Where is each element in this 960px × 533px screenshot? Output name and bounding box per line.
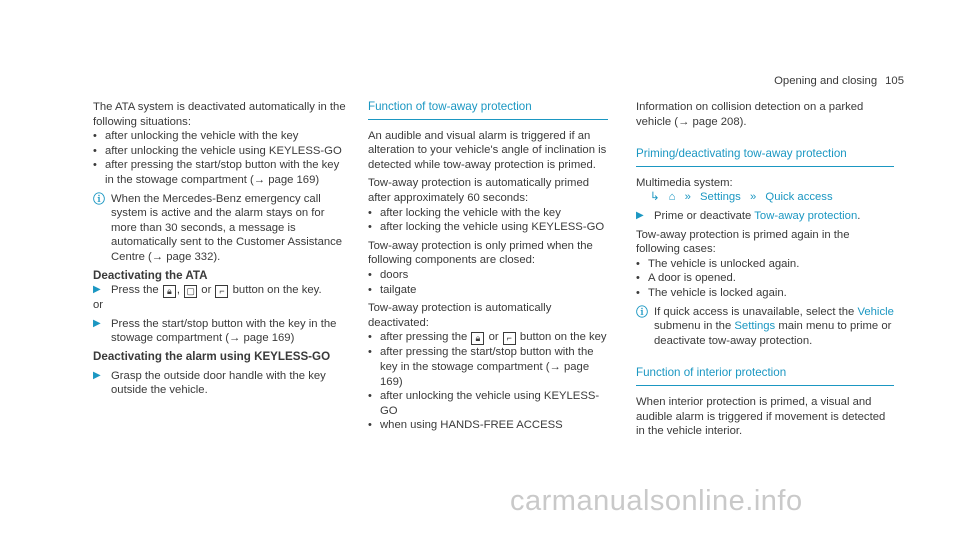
list-item: • after locking the vehicle with the key <box>368 206 608 221</box>
list-text: after pressing the <box>380 331 468 344</box>
deactivated-list <box>368 330 608 433</box>
column-3 <box>636 100 894 439</box>
path-settings: Settings <box>700 191 741 204</box>
step-arrow-icon: ▶ <box>93 284 101 296</box>
step-grasp-handle <box>93 369 349 398</box>
paragraph: Tow-away protection is only primed when the following components are closed: <box>368 239 593 267</box>
column-2 <box>368 100 608 433</box>
heading-deactivating-ata: Deactivating the ATA <box>93 268 208 282</box>
step-text: , <box>176 284 181 297</box>
step-prime-deactivate <box>636 209 894 224</box>
heading-priming-tow-away: Priming/deactivating tow-away protection <box>636 147 894 167</box>
watermark: carmanualsonline.info <box>510 485 803 517</box>
list-item <box>368 330 608 345</box>
step-text: button on the key. <box>232 284 322 297</box>
list-text: or <box>488 331 499 344</box>
unlock-key-icon: ▢ <box>184 285 197 298</box>
lock-key-icon: 🔒︎ <box>163 285 176 298</box>
note-text: submenu in the <box>654 320 732 333</box>
or-text: or <box>93 299 104 312</box>
note-text: main menu to prime or deactivate tow-away protection. <box>654 320 892 347</box>
list-item: • after pressing the start/stop button with the key in the stowage compartment (→ page 169) <box>368 345 608 389</box>
chevron-icon: » <box>684 191 691 204</box>
tailgate-key-icon: ⌐ <box>215 285 228 298</box>
multimedia-label: Multimedia system: <box>636 176 733 189</box>
section-title: Opening and closing <box>774 75 878 87</box>
paragraph: When interior protection is primed, a visual and audible alarm is triggered if movement is detected in the vehicle interior. <box>636 395 886 438</box>
heading-keyless-go: Deactivating the alarm using KEYLESS-GO <box>93 349 331 363</box>
list-item: • The vehicle is locked again. <box>636 286 894 301</box>
paragraph: Tow-away protection is automatically deactivated: <box>368 302 552 329</box>
emergency-call-note <box>93 192 349 265</box>
step-text: Press the start/stop button with the key in the stowage compartment (→ page 169) <box>111 317 337 345</box>
step-press-key-button <box>93 283 349 298</box>
page-number: 105 <box>885 75 904 87</box>
tailgate-key-icon: ⌐ <box>503 332 516 345</box>
list-item: • tailgate <box>368 283 608 298</box>
intro-text: The ATA system is deactivated automatically in the following situations: <box>93 101 346 128</box>
heading-tow-away-function: Function of tow-away protection <box>368 100 608 120</box>
vehicle-link: Vehicle <box>857 305 894 318</box>
paragraph: An audible and visual alarm is triggered if an alteration to your vehicle's angle of inclination is detected while tow-away protection is primed. <box>368 129 607 171</box>
step-text: . <box>857 209 861 222</box>
quick-access-note <box>636 305 894 349</box>
step-start-stop <box>93 317 349 346</box>
paragraph: Information on collision detection on a parked vehicle (→ page 208). <box>636 101 864 128</box>
list-item: • A door is opened. <box>636 271 894 286</box>
info-icon: ⓘ <box>93 191 106 206</box>
tow-away-protection-link: Tow-away protection <box>754 209 858 222</box>
list-item: • after locking the vehicle using KEYLESS-GO <box>368 220 608 235</box>
components-list <box>368 268 608 297</box>
list-item: • after pressing the start/stop button with the key in the stowage compartment (→ page 169) <box>93 158 349 187</box>
settings-link: Settings <box>734 320 776 333</box>
reprime-list <box>636 257 894 301</box>
column-1 <box>93 100 349 398</box>
list-item: • after unlocking the vehicle with the key <box>93 129 349 144</box>
step-arrow-icon: ▶ <box>93 317 101 329</box>
list-item: • doors <box>368 268 608 283</box>
list-item: • The vehicle is unlocked again. <box>636 257 894 272</box>
menu-path <box>636 190 894 205</box>
note-text: If quick access is unavailable, select the <box>654 305 855 318</box>
list-item: • after unlocking the vehicle using KEYLESS-GO <box>368 389 608 418</box>
list-item: • after unlocking the vehicle using KEYLESS-GO <box>93 144 349 159</box>
chevron-icon: » <box>749 191 757 204</box>
paragraph: Tow-away protection is primed again in the following cases: <box>636 228 850 256</box>
list-text: button on the key <box>519 331 607 344</box>
note-text: When the Mercedes-Benz emergency call system is active and the alarm stays on for more than 30 seconds, a message is automatically sent to the Customer Assistance Centre (→ page 332). <box>111 192 343 263</box>
lock-key-icon: 🔒︎ <box>471 332 484 345</box>
home-icon: ⌂ <box>668 191 676 204</box>
page-header <box>774 74 904 89</box>
step-text: or <box>201 284 212 297</box>
list-item: • when using HANDS-FREE ACCESS <box>368 418 608 433</box>
paragraph: Tow-away protection is automatically primed after approximately 60 seconds: <box>368 177 590 204</box>
info-icon: ⓘ <box>636 304 649 319</box>
step-arrow-icon: ▶ <box>93 369 101 381</box>
path-arrow-icon: ↳ <box>650 191 660 204</box>
step-text: Press the <box>111 284 159 297</box>
path-quick-access: Quick access <box>765 191 833 204</box>
primed-list <box>368 206 608 235</box>
step-text: Grasp the outside door handle with the key outside the vehicle. <box>111 369 326 397</box>
deactivation-list <box>93 129 349 187</box>
step-arrow-icon: ▶ <box>636 209 644 221</box>
heading-interior-protection: Function of interior protection <box>636 366 894 386</box>
step-text: Prime or deactivate <box>654 209 752 222</box>
